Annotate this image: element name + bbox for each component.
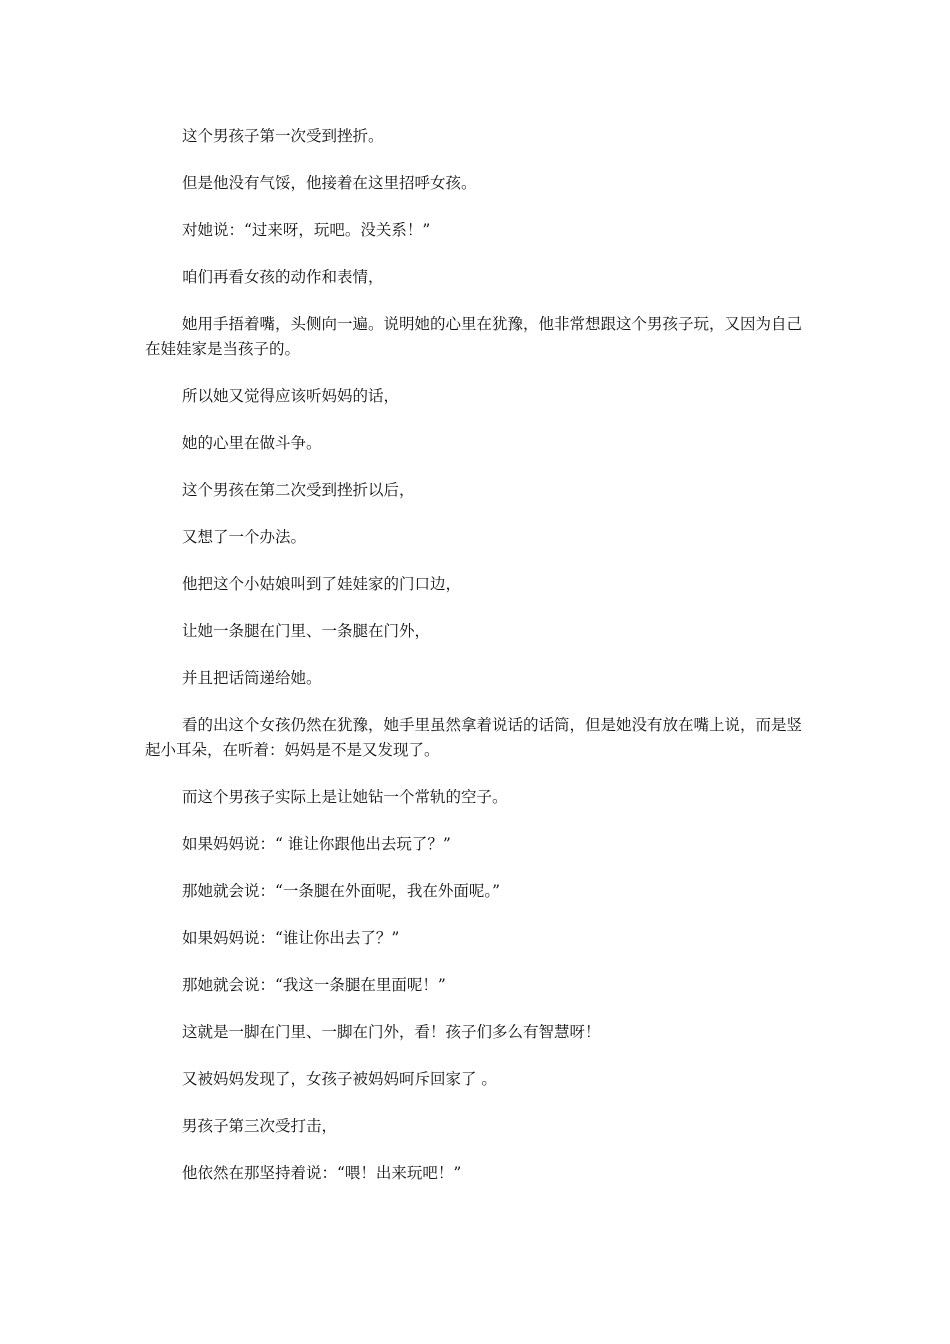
paragraph-17: 如果妈妈说：“谁让你出去了？” — [182, 929, 400, 947]
paragraph-20: 又被妈妈发现了，女孩子被妈妈呵斥回家了 。 — [182, 1070, 497, 1088]
paragraph-18: 那她就会说：“我这一条腿在里面呢！” — [182, 976, 446, 994]
paragraph-21: 男孩子第三次受打击， — [182, 1117, 338, 1135]
document-body — [145, 124, 810, 1208]
paragraph-6: 所以她又觉得应该听妈妈的话， — [182, 387, 400, 405]
paragraph-19: 这就是一脚在门里、一脚在门外，看！孩子们多么有智慧呀！ — [182, 1023, 601, 1041]
paragraph-11: 让她一条腿在门里、一条腿在门外， — [182, 622, 431, 640]
paragraph-13: 看的出这个女孩仍然在犹豫，她手里虽然拿着说话的话筒，但是她没有放在嘴上说，而是竖起小耳朵，在听着：妈妈是不是又发现了。 — [145, 716, 803, 759]
paragraph-7: 她的心里在做斗争。 — [182, 434, 322, 452]
paragraph-15: 如果妈妈说：“ 谁让你跟他出去玩了？” — [182, 835, 451, 853]
paragraph-14: 而这个男孩子实际上是让她钻一个常轨的空子。 — [182, 788, 508, 806]
paragraph-5: 她用手捂着嘴，头侧向一遍。说明她的心里在犹豫，他非常想跟这个男孩子玩，又因为自己在娃娃家是当孩子的。 — [145, 315, 803, 358]
paragraph-10: 他把这个小姑娘叫到了娃娃家的门口边， — [182, 575, 462, 593]
paragraph-2: 但是他没有气馁，他接着在这里招呼女孩。 — [182, 174, 477, 192]
paragraph-1: 这个男孩子第一次受到挫折。 — [182, 127, 384, 145]
paragraph-4: 咱们再看女孩的动作和表情， — [182, 268, 384, 286]
paragraph-3: 对她说：“过来呀，玩吧。没关系！” — [182, 221, 431, 239]
paragraph-9: 又想了一个办法。 — [182, 528, 307, 546]
paragraph-22: 他依然在那坚持着说：“喂！出来玩吧！” — [182, 1164, 462, 1182]
paragraph-16: 那她就会说：“一条腿在外面呢，我在外面呢。” — [182, 882, 501, 900]
paragraph-12: 并且把话筒递给她。 — [182, 669, 322, 687]
paragraph-8: 这个男孩在第二次受到挫折以后， — [182, 481, 415, 499]
